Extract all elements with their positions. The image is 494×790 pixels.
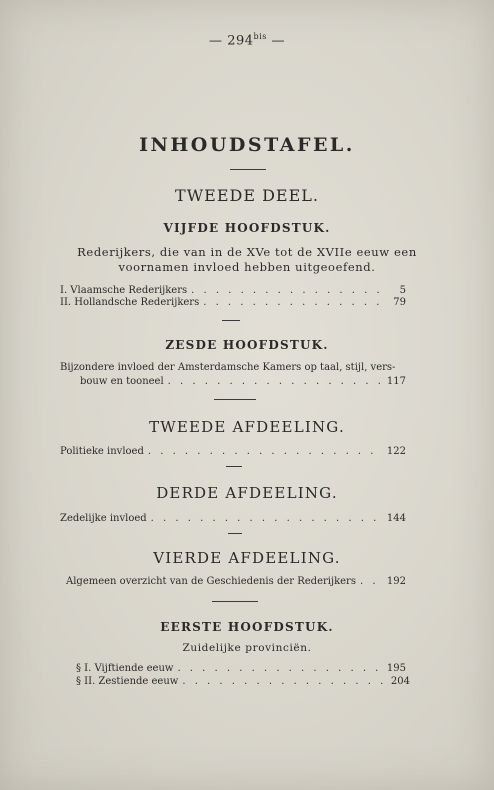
divider xyxy=(212,601,258,602)
divider xyxy=(226,466,242,467)
toc-entry-title: II. Hollandsche Rederijkers xyxy=(60,297,200,308)
toc-entry-title: § II. Zestiende eeuw xyxy=(76,676,179,687)
toc-entry-title: Politieke invloed xyxy=(60,446,144,457)
divider xyxy=(222,320,240,321)
toc-entry-page: 195 xyxy=(386,663,406,674)
toc-entry-title-line1: Bijzondere invloed der Amsterdamsche Kamers op taal, stijl, vers- xyxy=(60,362,396,373)
leader-dots xyxy=(168,375,383,389)
leader-dots xyxy=(151,512,383,525)
toc-entry-page: 144 xyxy=(386,513,406,524)
toc-entry-title: Algemeen overzicht van de Geschiedenis der Rederijkers xyxy=(66,576,356,587)
divider xyxy=(228,533,242,534)
toc-entry[interactable] xyxy=(60,296,406,309)
toc-entry-page: 79 xyxy=(393,297,406,308)
toc-entry-page: 122 xyxy=(386,446,406,457)
section-heading-tweede-afdeeling: TWEEDE AFDEELING. xyxy=(149,418,345,436)
toc-entry[interactable] xyxy=(60,512,406,525)
page-number: — $294^{bis}$ — xyxy=(209,32,285,49)
part-heading: TWEEDE DEEL. xyxy=(175,186,319,205)
chapter-subtitle-line1: Rederijkers, die van in de XVe tot de XVIIe eeuw een xyxy=(77,245,417,259)
toc-entry-page: 5 xyxy=(399,285,406,296)
chapter-heading-zesde: ZESDE HOOFDSTUK. xyxy=(165,338,329,352)
toc-entry-page: 117 xyxy=(386,376,406,387)
leader-dots xyxy=(203,296,384,309)
page-number-value: 294 xyxy=(227,33,254,49)
divider xyxy=(214,399,256,400)
chapter-subtitle-line2: voornamen invloed hebben uitgeoefend. xyxy=(118,260,376,274)
chapter-heading-eerste: EERSTE HOOFDSTUK. xyxy=(160,620,334,634)
leader-dots xyxy=(177,662,382,675)
section-heading-vierde-afdeeling: VIERDE AFDEELING. xyxy=(153,549,341,567)
toc-entry-page: 192 xyxy=(386,576,406,587)
toc-entry[interactable] xyxy=(76,675,410,688)
toc-entry[interactable] xyxy=(60,361,406,389)
toc-entry-page: 204 xyxy=(390,676,410,687)
toc-entry[interactable] xyxy=(66,575,406,588)
toc-entry-title: § I. Vijftiende eeuw xyxy=(76,663,174,674)
leader-dots xyxy=(182,675,387,688)
page-number-suffix: bis xyxy=(253,32,267,41)
toc-entry-title-line2: bouw en tooneel xyxy=(80,376,164,387)
toc-entry[interactable] xyxy=(60,445,406,458)
section-heading-derde-afdeeling: DERDE AFDEELING. xyxy=(156,484,338,502)
chapter-subtitle: Zuidelijke provinciën. xyxy=(182,642,312,654)
divider xyxy=(230,169,266,170)
chapter-heading-vijfde: VIJFDE HOOFDSTUK. xyxy=(163,221,331,235)
leader-dots xyxy=(360,575,383,588)
toc-entry[interactable] xyxy=(76,662,406,675)
leader-dots xyxy=(148,445,383,458)
page-title: INHOUDSTAFEL. xyxy=(139,134,355,156)
toc-entry-title: I. Vlaamsche Rederijkers xyxy=(60,285,188,296)
toc-entry-title: Zedelijke invloed xyxy=(60,513,147,524)
